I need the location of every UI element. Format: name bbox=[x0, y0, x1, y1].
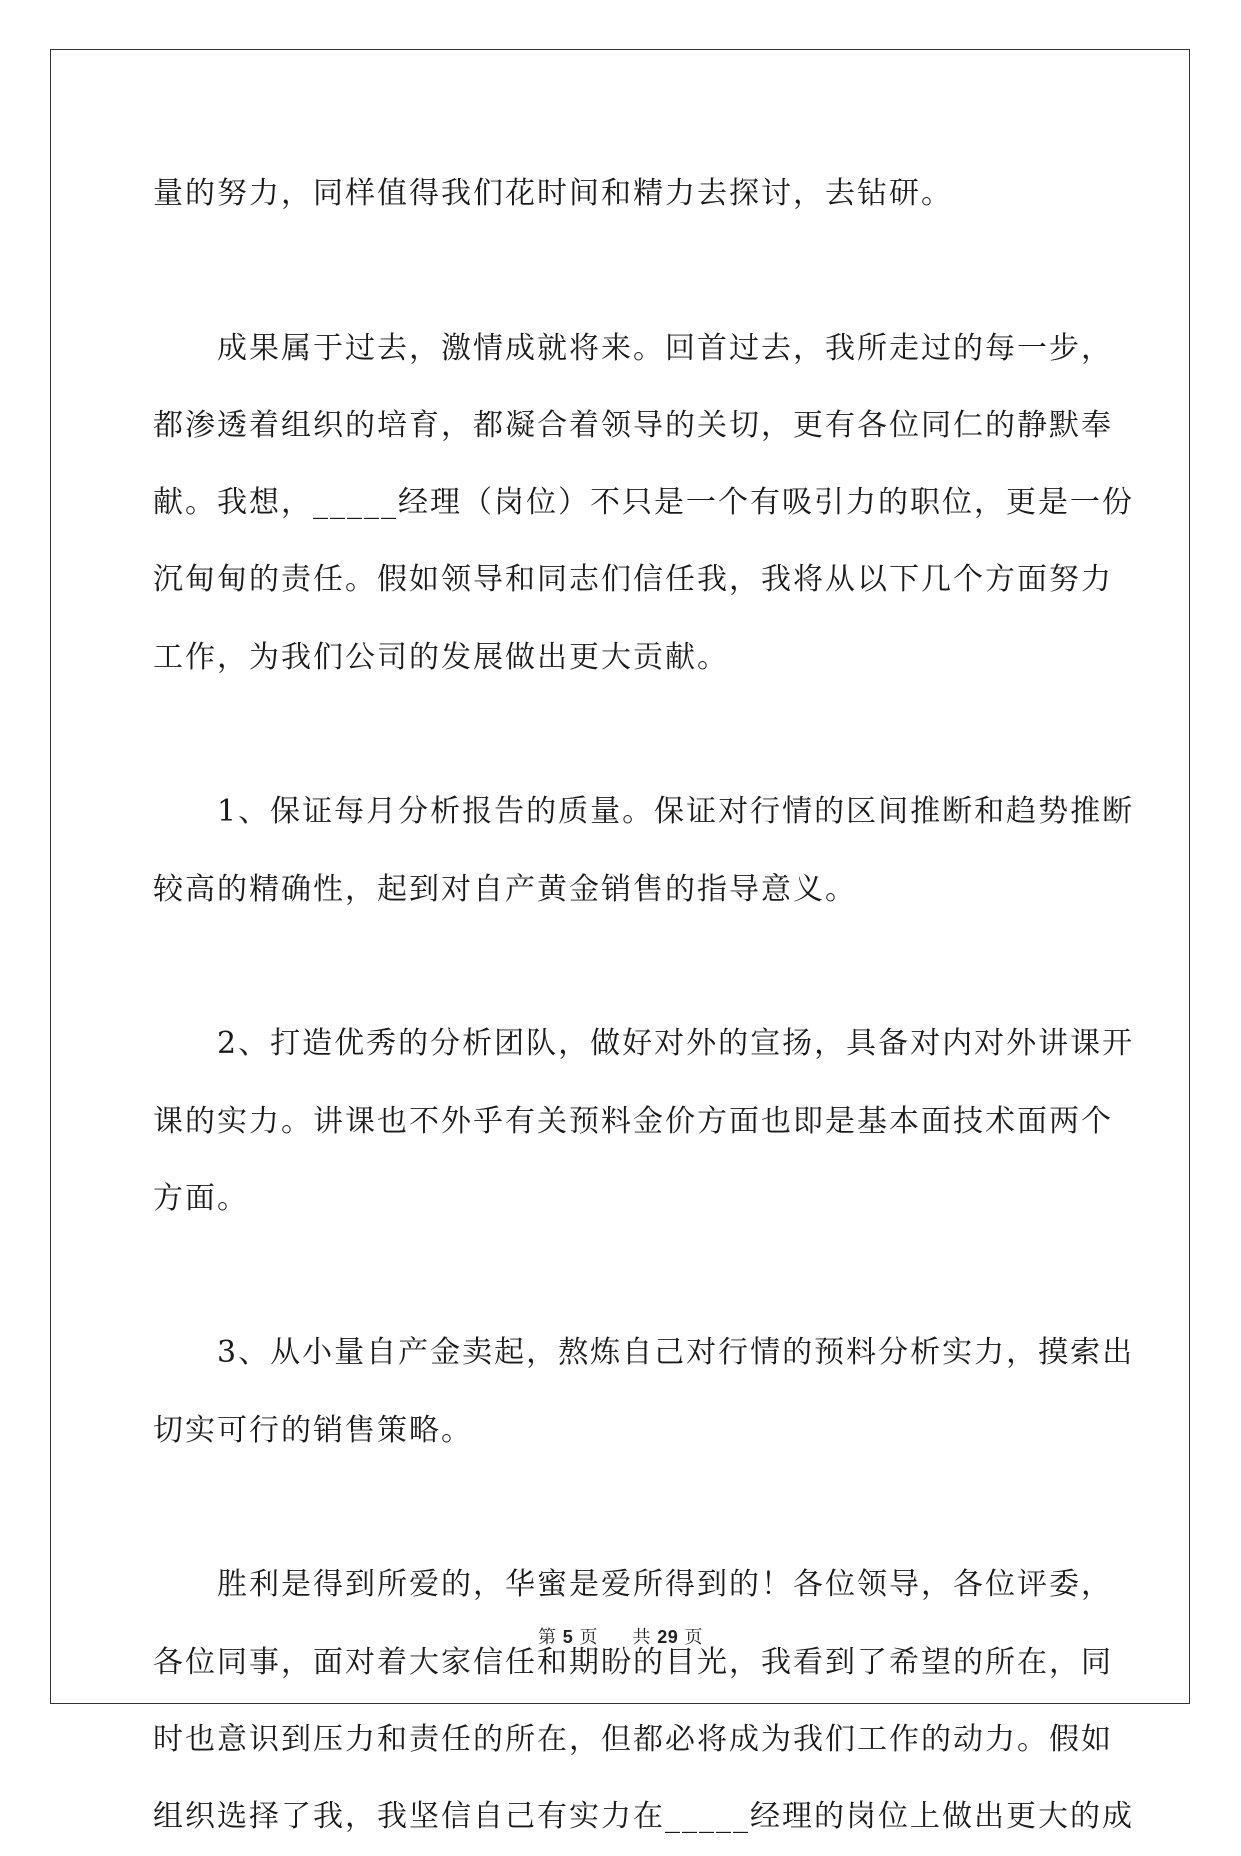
text-line: 都渗透着组织的培育，都凝合着领导的关切，更有各位同仁的静默奉 bbox=[153, 407, 1113, 443]
text-line: 组织选择了我，我坚信自己有实力在_____经理的岗位上做出更大的成 bbox=[153, 1799, 1134, 1835]
paragraph-gap bbox=[153, 1237, 1083, 1314]
paragraph-gap bbox=[153, 696, 1083, 773]
paragraph-gap bbox=[153, 1469, 1083, 1546]
text-line: 课的实力。讲课也不外乎有关预料金价方面也即是基本面技术面两个 bbox=[153, 1103, 1113, 1139]
paragraph-gap bbox=[153, 232, 1083, 309]
page-number: 5 bbox=[562, 1627, 574, 1647]
text-line: 较高的精确性，起到对自产黄金销售的指导意义。 bbox=[153, 871, 857, 907]
text-line: 各位同事，面对着大家信任和期盼的目光，我看到了希望的所在，同 bbox=[153, 1644, 1113, 1680]
text-line: 献。我想，_____经理（岗位）不只是一个有吸引力的职位，更是一份 bbox=[153, 485, 1134, 521]
text-line: 2、打造优秀的分析团队，做好对外的宣扬，具备对内对外讲课开 bbox=[153, 1026, 1135, 1062]
page-label-suffix: 页 bbox=[579, 1627, 598, 1648]
page-footer bbox=[0, 1623, 1241, 1649]
text-line: 切实可行的销售策略。 bbox=[153, 1412, 473, 1448]
text-line: 沉甸甸的责任。假如领导和同志们信任我，我将从以下几个方面努力 bbox=[153, 562, 1113, 598]
document-body bbox=[153, 155, 1135, 1856]
paragraph-gap bbox=[153, 928, 1083, 1005]
text-line: 胜利是得到所爱的，华蜜是爱所得到的！各位领导，各位评委， bbox=[153, 1567, 1113, 1603]
text-line: 时也意识到压力和责任的所在，但都必将成为我们工作的动力。假如 bbox=[153, 1721, 1113, 1757]
total-label-prefix: 共 bbox=[632, 1627, 651, 1648]
text-line: 方面。 bbox=[153, 1180, 249, 1216]
page-label-prefix: 第 bbox=[538, 1627, 557, 1648]
text-line: 量的努力，同样值得我们花时间和精力去探讨，去钻研。 bbox=[153, 176, 953, 211]
text-line: 3、从小量自产金卖起，熬炼自己对行情的预料分析实力，摸索出 bbox=[153, 1335, 1135, 1371]
total-pages: 29 bbox=[657, 1627, 679, 1647]
text-line: 成果属于过去，激情成就将来。回首过去，我所走过的每一步， bbox=[153, 330, 1113, 366]
total-label-suffix: 页 bbox=[684, 1627, 703, 1648]
text-line: 1、保证每月分析报告的质量。保证对行情的区间推断和趋势推断 bbox=[153, 794, 1135, 830]
text-line: 工作，为我们公司的发展做出更大贡献。 bbox=[153, 639, 729, 675]
